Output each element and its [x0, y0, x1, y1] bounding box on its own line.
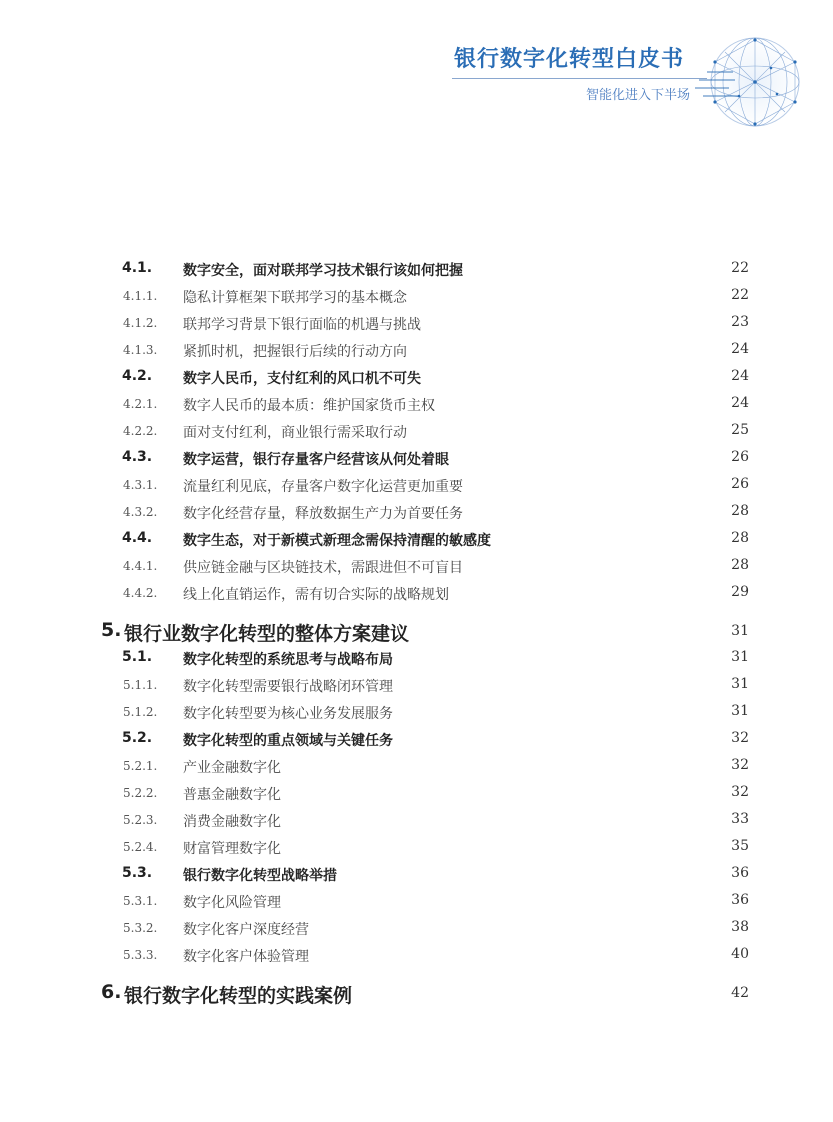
toc-entry-title: 隐私计算框架下联邦学习的基本概念 [183, 290, 407, 306]
header-subtitle: 智能化进入下半场 [585, 88, 690, 103]
toc-entry-title: 银行数字化转型战略举措 [183, 868, 337, 884]
toc-entry-title: 数字化转型需要银行战略闭环管理 [183, 679, 393, 695]
toc-entry-page: 24 [731, 368, 749, 384]
toc-entry-title: 数字生态，对于新模式新理念需保持清醒的敏感度 [183, 533, 491, 549]
toc-entry-title: 数字化转型的重点领域与关键任务 [183, 733, 393, 749]
globe-network-icon [695, 32, 807, 132]
toc-entry-page: 36 [731, 865, 749, 881]
toc-entry-number: 5.1.2. [123, 705, 158, 719]
toc-entry-title: 联邦学习背景下银行面临的机遇与挑战 [183, 317, 421, 333]
toc-entry-title: 数字化客户深度经营 [183, 922, 309, 938]
toc-entry-page: 25 [731, 422, 749, 438]
toc-entry[interactable] [0, 584, 833, 608]
toc-entry-page: 32 [731, 757, 749, 773]
toc-entry-number: 5.2. [122, 730, 153, 746]
toc-entry-number: 5.3.1. [123, 894, 158, 908]
toc-entry-page: 28 [731, 557, 749, 573]
toc-entry-number: 4.1. [122, 260, 153, 276]
toc-entry-number: 5.2.2. [123, 786, 158, 800]
page-header [440, 30, 820, 130]
toc-entry[interactable] [0, 838, 833, 862]
toc-entry[interactable] [0, 530, 833, 554]
toc-entry[interactable] [0, 919, 833, 943]
toc-entry[interactable] [0, 703, 833, 727]
toc-entry[interactable] [0, 981, 833, 1005]
toc-entry-title: 数字人民币的最本质：维护国家货币主权 [183, 398, 435, 414]
toc-entry-title: 数字运营，银行存量客户经营该从何处着眼 [183, 452, 449, 468]
toc-entry-title: 线上化直销运作，需有切合实际的战略规划 [183, 587, 449, 603]
toc-entry[interactable] [0, 649, 833, 673]
toc-entry-number: 4.2. [122, 368, 153, 384]
toc-entry[interactable] [0, 946, 833, 970]
toc-entry[interactable] [0, 449, 833, 473]
toc-entry-number: 5.1.1. [123, 678, 158, 692]
toc-entry-page: 29 [731, 584, 749, 600]
toc-entry-title: 供应链金融与区块链技术，需跟进但不可盲目 [183, 560, 463, 576]
toc-entry-page: 28 [731, 530, 749, 546]
toc-entry[interactable] [0, 503, 833, 527]
toc-entry-number: 5.1. [122, 649, 153, 665]
toc-entry[interactable] [0, 865, 833, 889]
toc-entry-title: 普惠金融数字化 [183, 787, 281, 803]
toc-entry-number: 4.3.1. [123, 478, 158, 492]
toc-entry-number: 5.3.3. [123, 948, 158, 962]
toc-entry-number: 4.1.2. [123, 316, 158, 330]
toc-entry-title: 消费金融数字化 [183, 814, 281, 830]
toc-entry-page: 35 [731, 838, 749, 854]
toc-entry-page: 23 [731, 314, 749, 330]
toc-entry-title: 数字人民币，支付红利的风口机不可失 [183, 371, 421, 387]
toc-entry-title: 数字化风险管理 [183, 895, 281, 911]
toc-entry-title: 银行业数字化转型的整体方案建议 [124, 623, 410, 645]
toc-entry-number: 4.1.3. [123, 343, 158, 357]
toc-entry-page: 26 [731, 449, 749, 465]
toc-entry-page: 31 [731, 676, 749, 692]
toc-entry-number: 4.2.1. [123, 397, 158, 411]
toc-entry-page: 36 [731, 892, 749, 908]
toc-entry[interactable] [0, 368, 833, 392]
toc-entry-page: 40 [731, 946, 749, 962]
toc-entry-page: 31 [731, 703, 749, 719]
toc-entry-page: 22 [731, 287, 749, 303]
toc-entry-number: 4.1.1. [123, 289, 158, 303]
toc-entry-number: 5.2.1. [123, 759, 158, 773]
toc-entry[interactable] [0, 892, 833, 916]
toc-entry[interactable] [0, 619, 833, 643]
toc-entry-title: 数字化经营存量，释放数据生产力为首要任务 [183, 506, 463, 522]
toc-entry[interactable] [0, 757, 833, 781]
toc-entry[interactable] [0, 314, 833, 338]
toc-entry[interactable] [0, 395, 833, 419]
toc-entry-page: 31 [731, 649, 749, 665]
toc-entry-title: 数字化转型的系统思考与战略布局 [183, 652, 393, 668]
toc-entry-number: 4.2.2. [123, 424, 158, 438]
toc-entry-number: 5.3.2. [123, 921, 158, 935]
toc-entry-title: 数字安全，面对联邦学习技术银行该如何把握 [183, 263, 463, 279]
toc-entry[interactable] [0, 260, 833, 284]
toc-entry-title: 流量红利见底，存量客户数字化运营更加重要 [183, 479, 463, 495]
toc-entry-number: 4.4.1. [123, 559, 158, 573]
toc-entry-page: 33 [731, 811, 749, 827]
toc-entry-number: 5. [101, 619, 122, 641]
toc-entry-page: 28 [731, 503, 749, 519]
toc-entry[interactable] [0, 730, 833, 754]
toc-entry[interactable] [0, 557, 833, 581]
toc-entry-page: 26 [731, 476, 749, 492]
toc-entry-title: 产业金融数字化 [183, 760, 281, 776]
toc-entry[interactable] [0, 811, 833, 835]
toc-entry-number: 4.3. [122, 449, 153, 465]
toc-entry-page: 42 [731, 985, 749, 1001]
toc-entry-number: 6. [101, 981, 122, 1003]
toc-entry-number: 5.2.4. [123, 840, 158, 854]
toc-entry-number: 4.4. [122, 530, 153, 546]
toc-entry[interactable] [0, 476, 833, 500]
toc-entry-page: 32 [731, 730, 749, 746]
toc-entry-title: 数字化转型要为核心业务发展服务 [183, 706, 393, 722]
toc-entry-page: 22 [731, 260, 749, 276]
toc-entry[interactable] [0, 784, 833, 808]
toc-entry[interactable] [0, 341, 833, 365]
toc-entry[interactable] [0, 287, 833, 311]
toc-entry-page: 31 [731, 623, 749, 639]
toc-entry-title: 银行数字化转型的实践案例 [124, 985, 353, 1007]
toc-entry[interactable] [0, 422, 833, 446]
toc-entry-page: 24 [731, 395, 749, 411]
toc-entry-title: 财富管理数字化 [183, 841, 281, 857]
toc-entry-title: 数字化客户体验管理 [183, 949, 309, 965]
header-divider [452, 78, 707, 79]
header-title: 银行数字化转型白皮书 [454, 47, 685, 72]
toc-entry-title: 面对支付红利，商业银行需采取行动 [183, 425, 407, 441]
toc-entry-title: 紧抓时机，把握银行后续的行动方向 [183, 344, 407, 360]
toc-entry-page: 32 [731, 784, 749, 800]
toc-entry-page: 24 [731, 341, 749, 357]
toc-entry-page: 38 [731, 919, 749, 935]
toc-entry-number: 4.4.2. [123, 586, 158, 600]
toc-entry[interactable] [0, 676, 833, 700]
toc-entry-number: 4.3.2. [123, 505, 158, 519]
toc-entry-number: 5.2.3. [123, 813, 158, 827]
toc-entry-number: 5.3. [122, 865, 153, 881]
